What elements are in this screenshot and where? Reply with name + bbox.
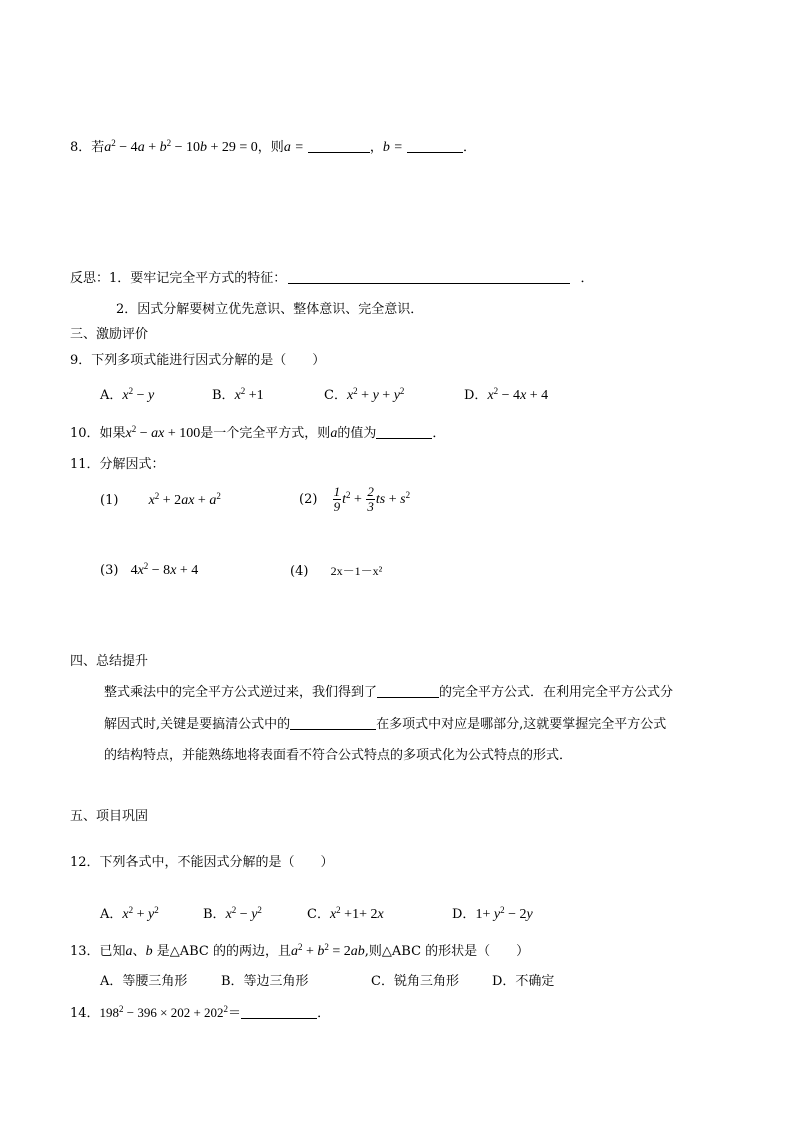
section-3-title: 三、激励评价 (70, 327, 149, 342)
summary-line-3: 的结构特点，并能熟练地将表面看不符合公式特点的多项式化为公式特点的形式． (104, 748, 573, 763)
q9-option-c[interactable]: C．$x^2 + y + y^2$ (324, 386, 405, 403)
summary-blank-2[interactable] (290, 716, 376, 730)
q8-equation: $a^2 - 4a + b^2 - 10b + 29 = 0$ (104, 138, 258, 155)
q13-option-b[interactable]: B．等边三角形 (221, 974, 309, 989)
q12-option-d[interactable]: D．$1+ y^2 - 2y$ (452, 905, 533, 922)
question-14: 14．$198^2 - 396 \times 202 + 202^2=$ ． (70, 1004, 331, 1021)
q12-option-b[interactable]: B．$x^2 - y^2$ (203, 905, 262, 922)
summary-line-2: 解因式时,关键是要搞清公式中的 在多项式中对应是哪部分,这就要掌握完全平方公式 (104, 717, 667, 732)
q11-part-3: (3) $4x^2 - 8x + 4$ (100, 561, 199, 578)
q12-option-a[interactable]: A．$x^2 + y^2$ (100, 905, 159, 922)
reflection-blank[interactable] (288, 270, 570, 284)
q8-answer-a-blank[interactable] (308, 139, 370, 153)
reflection-2: 2．因式分解要树立优先意识、整体意识、完全意识． (116, 302, 424, 317)
reflection-1: 反思：1．要牢记完全平方式的特征： ． (70, 271, 594, 286)
q13-option-d[interactable]: D．不确定 (492, 974, 555, 989)
q11-part-2: (2) $\frac{1}{9}$ $t^2$ + $\frac{2}{3}$ ts + $s^2$ (299, 484, 411, 515)
q9-option-b[interactable]: B．$x^2 +1$ (212, 386, 264, 403)
q9-option-d[interactable]: D．$x^2 - 4x + 4$ (464, 386, 549, 403)
section-5-title: 五、项目巩固 (70, 809, 149, 824)
section-4-title: 四、总结提升 (70, 654, 149, 669)
question-9-stem: 9．下列多项式能进行因式分解的是（ ） (70, 353, 326, 368)
q14-answer-blank[interactable] (241, 1005, 317, 1019)
q8-number: 8．若 (70, 140, 105, 155)
q11-part-1: (1) $x^2 + 2ax + a^2$ (100, 491, 221, 508)
q13-option-c[interactable]: C．锐角三角形 (371, 974, 459, 989)
q10-answer-blank[interactable] (376, 425, 432, 439)
reflection-label: 反思： (70, 271, 110, 286)
question-13-stem: 13．已知a、b 是△ABC 的的两边，且$a^2 + b^2 = 2ab$,则△ABC 的形状是（ ） (70, 942, 530, 959)
q13-option-a[interactable]: A．等腰三角形 (100, 974, 188, 989)
q12-option-c[interactable]: C．$x^2 +1+ 2x$ (307, 905, 384, 922)
q9-option-a[interactable]: A．$x^2 - y$ (100, 386, 155, 403)
question-10: 10．如果$x^2$ − ax + 100是一个完全平方式，则a的值为 ． (70, 424, 446, 441)
summary-line-1: 整式乘法中的完全平方公式逆过来，我们得到了 的完全平方公式．在利用完全平方公式分 (104, 685, 674, 700)
question-11-stem: 11．分解因式： (70, 457, 165, 472)
q8-answer-b-blank[interactable] (407, 139, 463, 153)
question-8: 8．若$a^2 - 4a + b^2 - 10b + 29 = 0$，则a = ，b = ． (70, 138, 477, 155)
q11-part-4: (4) 2x－1－x² (290, 564, 383, 579)
summary-blank-1[interactable] (377, 684, 439, 698)
question-12-stem: 12．下列各式中，不能因式分解的是（ ） (70, 855, 334, 870)
